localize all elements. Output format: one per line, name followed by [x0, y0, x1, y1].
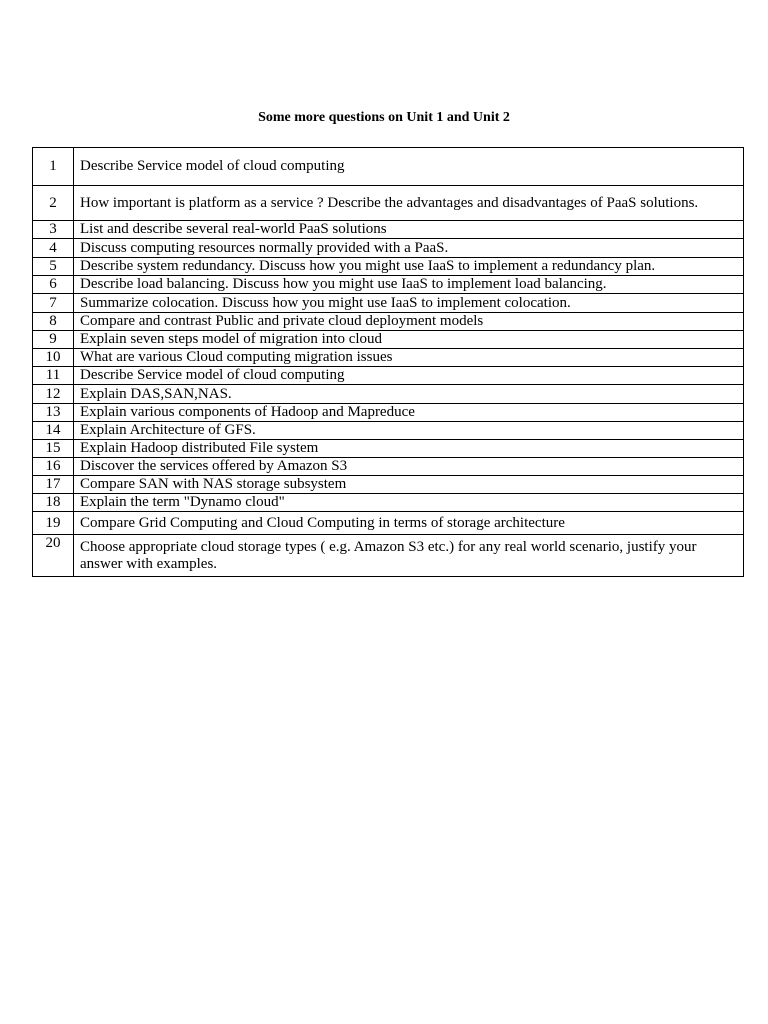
question-number: 20 [33, 535, 74, 577]
question-text: Describe Service model of cloud computing [74, 367, 744, 385]
table-row [33, 221, 744, 239]
question-number: 4 [33, 239, 74, 258]
question-number: 17 [33, 476, 74, 494]
question-text: List and describe several real-world PaaS solutions [74, 221, 744, 239]
question-text: Summarize colocation. Discuss how you might use IaaS to implement colocation. [74, 294, 744, 313]
question-text: Explain seven steps model of migration into cloud [74, 331, 744, 349]
question-number: 16 [33, 458, 74, 476]
table-row [33, 349, 744, 367]
question-number: 2 [33, 186, 74, 221]
table-row [33, 385, 744, 404]
question-number: 7 [33, 294, 74, 313]
question-text: Explain DAS,SAN,NAS. [74, 385, 744, 404]
question-text: Discuss computing resources normally provided with a PaaS. [74, 239, 744, 258]
question-text: Compare and contrast Public and private cloud deployment models [74, 313, 744, 331]
question-number: 12 [33, 385, 74, 404]
page-title: Some more questions on Unit 1 and Unit 2 [258, 110, 510, 125]
question-text: How important is platform as a service ? Describe the advantages and disadvantages of PaaS solutions. [74, 186, 744, 221]
question-text: Explain the term "Dynamo cloud" [74, 494, 744, 512]
question-text: Explain various components of Hadoop and Mapreduce [74, 404, 744, 422]
questions-table [32, 147, 744, 577]
question-text: Choose appropriate cloud storage types ( e.g. Amazon S3 etc.) for any real world scenario, justify your answer with examples. [74, 535, 744, 577]
table-row [33, 535, 744, 577]
question-text: Describe Service model of cloud computing [74, 148, 744, 186]
table-row [33, 331, 744, 349]
question-number: 6 [33, 276, 74, 294]
table-row [33, 186, 744, 221]
table-row [33, 258, 744, 276]
question-number: 3 [33, 221, 74, 239]
table-row [33, 404, 744, 422]
question-text: Explain Architecture of GFS. [74, 422, 744, 440]
table-row [33, 458, 744, 476]
table-row [33, 422, 744, 440]
question-text: Compare Grid Computing and Cloud Computing in terms of storage architecture [74, 512, 744, 535]
table-row [33, 440, 744, 458]
question-number: 19 [33, 512, 74, 535]
question-number: 5 [33, 258, 74, 276]
question-text: Compare SAN with NAS storage subsystem [74, 476, 744, 494]
question-text: What are various Cloud computing migration issues [74, 349, 744, 367]
table-row [33, 512, 744, 535]
table-row [33, 367, 744, 385]
table-row [33, 313, 744, 331]
table-row [33, 239, 744, 258]
question-number: 15 [33, 440, 74, 458]
table-row [33, 276, 744, 294]
table-row [33, 294, 744, 313]
question-number: 1 [33, 148, 74, 186]
question-text: Describe load balancing. Discuss how you might use IaaS to implement load balancing. [74, 276, 744, 294]
question-number: 13 [33, 404, 74, 422]
question-number: 14 [33, 422, 74, 440]
question-text: Explain Hadoop distributed File system [74, 440, 744, 458]
table-row [33, 476, 744, 494]
question-number: 10 [33, 349, 74, 367]
question-number: 11 [33, 367, 74, 385]
question-number: 9 [33, 331, 74, 349]
table-row [33, 148, 744, 186]
question-number: 18 [33, 494, 74, 512]
question-text: Describe system redundancy. Discuss how you might use IaaS to implement a redundancy plan. [74, 258, 744, 276]
question-number: 8 [33, 313, 74, 331]
question-text: Discover the services offered by Amazon S3 [74, 458, 744, 476]
table-row [33, 494, 744, 512]
